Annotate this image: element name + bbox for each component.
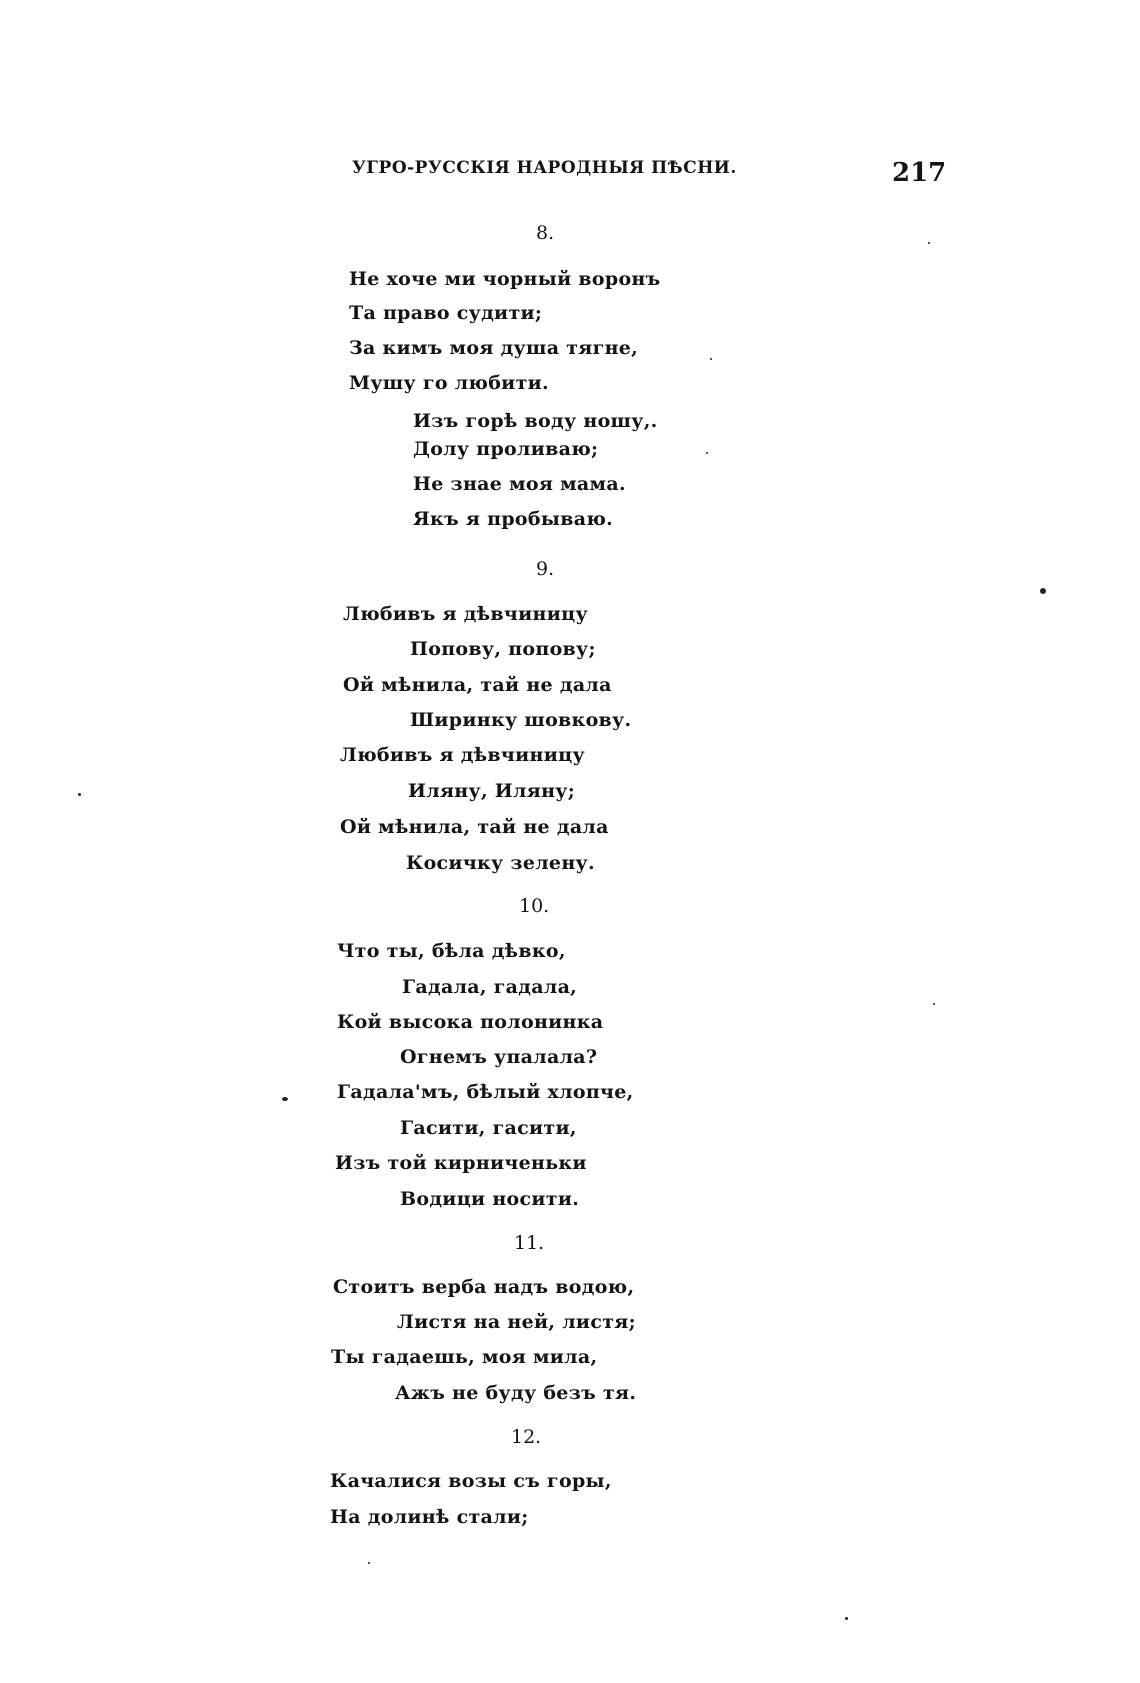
poem-number: 12. bbox=[511, 1426, 542, 1448]
verse-line: Кой высока полонинка bbox=[337, 1011, 604, 1033]
verse-line: Не хоче ми чорный воронъ bbox=[349, 268, 661, 290]
verse-line: Стоитъ верба надъ водою, bbox=[333, 1276, 635, 1298]
verse-line: Долу проливаю; bbox=[413, 438, 599, 460]
verse-line: Ажъ не буду безъ тя. bbox=[395, 1382, 637, 1404]
running-title: УГРО-РУССКІЯ НАРОДНЫЯ ПѢСНИ. bbox=[352, 158, 737, 178]
verse-line: Мушу го любити. bbox=[349, 372, 549, 394]
verse-line: Водици носити. bbox=[400, 1188, 580, 1210]
scan-speck bbox=[368, 1562, 370, 1564]
verse-line: Ширинку шовкову. bbox=[410, 709, 632, 731]
verse-line: Любивъ я дѣвчиницу bbox=[340, 744, 585, 766]
verse-line: Ой мѣнила, тай не дала bbox=[340, 816, 609, 838]
scan-speck bbox=[706, 452, 708, 454]
verse-line: Попову, попову; bbox=[410, 638, 596, 660]
verse-line: Любивъ я дѣвчиницу bbox=[343, 603, 588, 625]
verse-line: Та право судити; bbox=[349, 302, 543, 324]
poem-number: 8. bbox=[536, 222, 555, 244]
scan-speck bbox=[845, 1617, 848, 1620]
verse-line: Гадала'мъ, бѣлый хлопче, bbox=[337, 1081, 634, 1103]
verse-line: Косичку зелену. bbox=[406, 852, 595, 874]
verse-line: Не знае моя мама. bbox=[413, 473, 626, 495]
verse-line: Гасити, гасити, bbox=[400, 1117, 577, 1139]
verse-line: Ты гадаешь, моя мила, bbox=[331, 1346, 598, 1368]
verse-line: Листя на ней, листя; bbox=[397, 1311, 636, 1333]
scan-speck bbox=[933, 1003, 935, 1005]
poem-number: 10. bbox=[519, 895, 550, 917]
verse-line: Изъ горѣ воду ношу,. bbox=[413, 410, 658, 432]
page-number: 217 bbox=[892, 158, 947, 188]
poem-number: 9. bbox=[536, 558, 555, 580]
poem-number: 11. bbox=[514, 1232, 545, 1254]
verse-line: Что ты, бѣла дѣвко, bbox=[337, 940, 566, 962]
verse-line: Огнемъ упалала? bbox=[400, 1046, 598, 1068]
scan-speck bbox=[710, 358, 712, 360]
verse-line: За кимъ моя душа тягне, bbox=[349, 337, 639, 359]
verse-line: Изъ той кирниченьки bbox=[335, 1152, 587, 1174]
verse-line: Ой мѣнила, тай не дала bbox=[343, 674, 612, 696]
scan-speck bbox=[78, 793, 81, 796]
scan-speck bbox=[1040, 588, 1046, 594]
verse-line: Гадала, гадала, bbox=[402, 976, 578, 998]
verse-line: Качалися возы съ горы, bbox=[330, 1470, 612, 1492]
scan-speck bbox=[282, 1097, 288, 1101]
scan-speck bbox=[928, 242, 930, 244]
verse-line: На долинѣ стали; bbox=[330, 1506, 529, 1528]
verse-line: Якъ я пробываю. bbox=[413, 508, 614, 530]
verse-line: Иляну, Иляну; bbox=[408, 780, 576, 802]
